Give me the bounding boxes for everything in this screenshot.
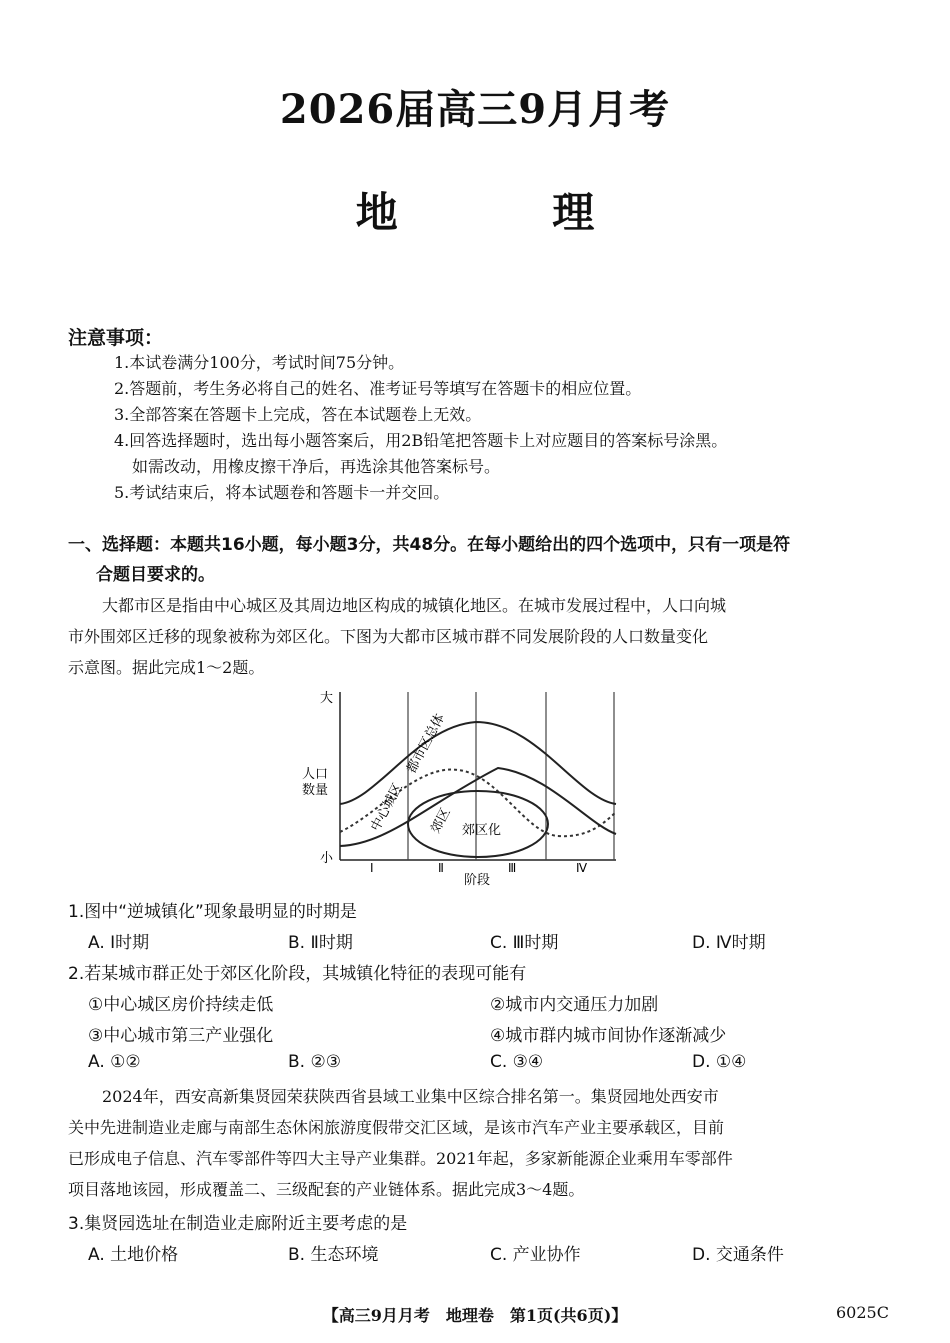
passage-line: 2024年，西安高新集贤园荣获陕西省县域工业集中区综合排名第一。集贤园地处西安市 [102, 1087, 719, 1106]
notice-item: 2.答题前，考生务必将自己的姓名、准考证号等填写在答题卡的相应位置。 [114, 379, 642, 398]
q2-option-b: B. ②③ [288, 1052, 341, 1072]
passage-line: 项目落地该园，形成覆盖二、三级配套的产业链体系。据此完成3～4题。 [68, 1180, 585, 1199]
y-bottom-label: 小 [320, 851, 334, 866]
notice-item: 如需改动，用橡皮擦干净后，再选涂其他答案标号。 [132, 457, 501, 476]
notice-heading: 注意事项： [68, 327, 164, 349]
passage-line: 关中先进制造业走廊与南部生态休闲旅游度假带交汇区域，是该市汽车产业主要承载区，目前 [68, 1118, 725, 1137]
notice-item: 1.本试卷满分100分，考试时间75分钟。 [114, 353, 405, 372]
stage-label: Ⅰ [370, 861, 374, 875]
curve-label-center: 中心城区 [368, 780, 406, 834]
q1-option-a: A. Ⅰ时期 [88, 933, 150, 953]
passage-line: 已形成电子信息、汽车零部件等四大主导产业集群。2021年起，多家新能源企业乘用车零部件 [68, 1149, 733, 1168]
passage-line: 市外围郊区迁移的现象被称为郊区化。下图为大都市区城市群不同发展阶段的人口数量变化 [68, 627, 709, 646]
subject-title: 地 理 [355, 188, 665, 237]
q2-item: ③中心城市第三产业强化 [88, 1026, 274, 1046]
section-heading [68, 530, 888, 590]
x-axis-label: 阶段 [464, 873, 491, 888]
chart-background [298, 684, 650, 889]
population-chart [298, 684, 650, 889]
notice-item: 5.考试结束后，将本试题卷和答题卡一并交回。 [114, 483, 450, 502]
q2-option-a: A. ①② [88, 1052, 141, 1072]
ellipse-label: 郊区化 [462, 823, 502, 838]
curve-label-total: 都市区总体 [404, 711, 449, 776]
notice-item: 3.全部答案在答题卡上完成，答在本试题卷上无效。 [114, 405, 482, 424]
paper-code: 6025C [836, 1303, 889, 1322]
question-1-stem: 1.图中“逆城镇化”现象最明显的时期是 [68, 902, 357, 922]
y-axis-label-2: 数量 [302, 783, 329, 798]
q2-item: ②城市内交通压力加剧 [490, 995, 659, 1015]
q1-option-b: B. Ⅱ时期 [288, 933, 353, 953]
section-heading-line: 合题目要求的。 [96, 565, 215, 585]
q3-option-a: A. 土地价格 [88, 1245, 179, 1265]
exam-title: 2026届高三9月月考 [279, 86, 671, 133]
question-2-stem: 2.若某城市群正处于郊区化阶段，其城镇化特征的表现可能有 [68, 964, 527, 984]
q1-option-d: D. Ⅳ时期 [692, 933, 766, 953]
q2-item: ④城市群内城市间协作逐渐减少 [490, 1026, 727, 1046]
y-axis-label-1: 人口 [302, 767, 329, 782]
notice-item: 4.回答选择题时，选出每小题答案后，用2B铅笔把答题卡上对应题目的答案标号涂黑。 [114, 431, 728, 450]
stage-label: Ⅲ [508, 861, 517, 875]
question-3-stem: 3.集贤园选址在制造业走廊附近主要考虑的是 [68, 1214, 408, 1234]
q2-option-c: C. ③④ [490, 1052, 544, 1072]
q2-item: ①中心城区房价持续走低 [88, 995, 274, 1015]
stage-label: Ⅳ [576, 861, 588, 875]
passage-line: 示意图。据此完成1～2题。 [68, 658, 265, 677]
stage-label: Ⅱ [438, 861, 444, 875]
curve-label-suburb: 郊区 [428, 805, 454, 836]
passage-line: 大都市区是指由中心城区及其周边地区构成的城镇化地区。在城市发展过程中，人口向城 [102, 596, 727, 615]
page-footer: 【高三9月月考 地理卷 第1页(共6页)】 [322, 1306, 628, 1325]
y-top-label: 大 [320, 691, 334, 706]
q1-option-c: C. Ⅲ时期 [490, 933, 559, 953]
q2-option-d: D. ①④ [692, 1052, 747, 1072]
section-heading-line: 一、选择题：本题共16小题，每小题3分，共48分。在每小题给出的四个选项中，只有一项是符 [68, 535, 791, 555]
q3-option-b: B. 生态环境 [288, 1245, 379, 1265]
q3-option-c: C. 产业协作 [490, 1245, 581, 1265]
q3-option-d: D. 交通条件 [692, 1245, 784, 1265]
